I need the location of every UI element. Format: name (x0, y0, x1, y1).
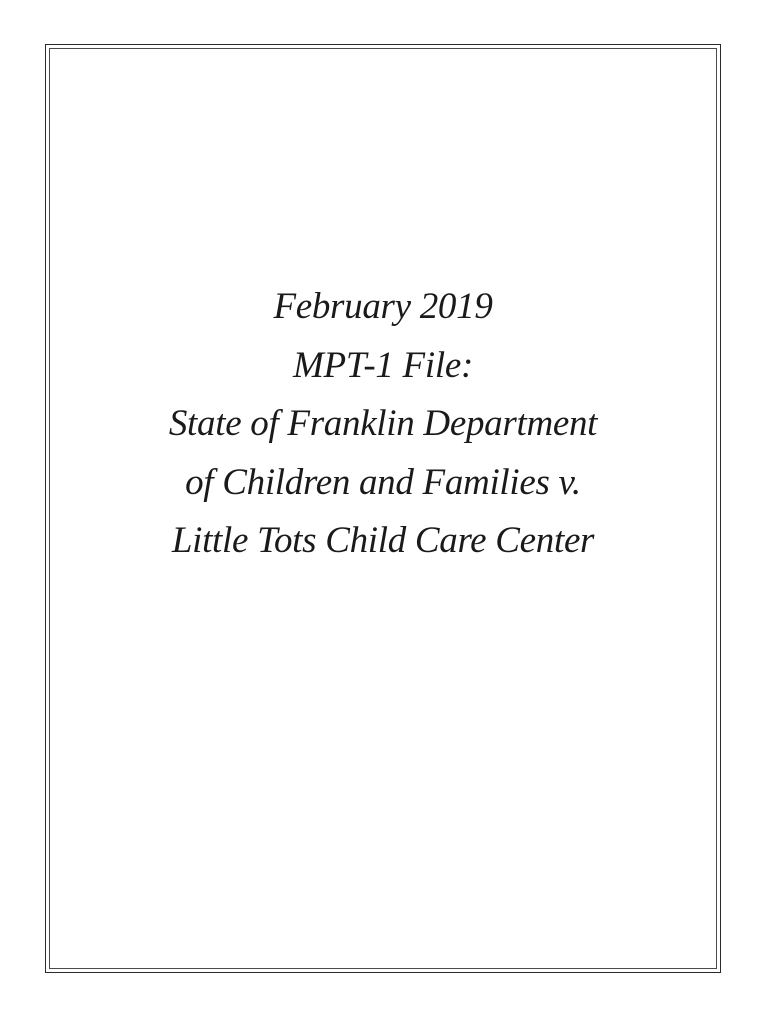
cover-date: February 2019 (273, 286, 493, 327)
cover-case-line-2: of Children and Families v. (185, 461, 581, 503)
cover-file-label: MPT-1 File: (293, 344, 473, 386)
cover-title-block (50, 278, 716, 571)
cover-case-line-1: State of Franklin Department (168, 403, 598, 444)
page-border-inner (49, 48, 717, 969)
page-border-outer (45, 44, 721, 973)
cover-case-line-3: Little Tots Child Care Center (171, 520, 595, 561)
